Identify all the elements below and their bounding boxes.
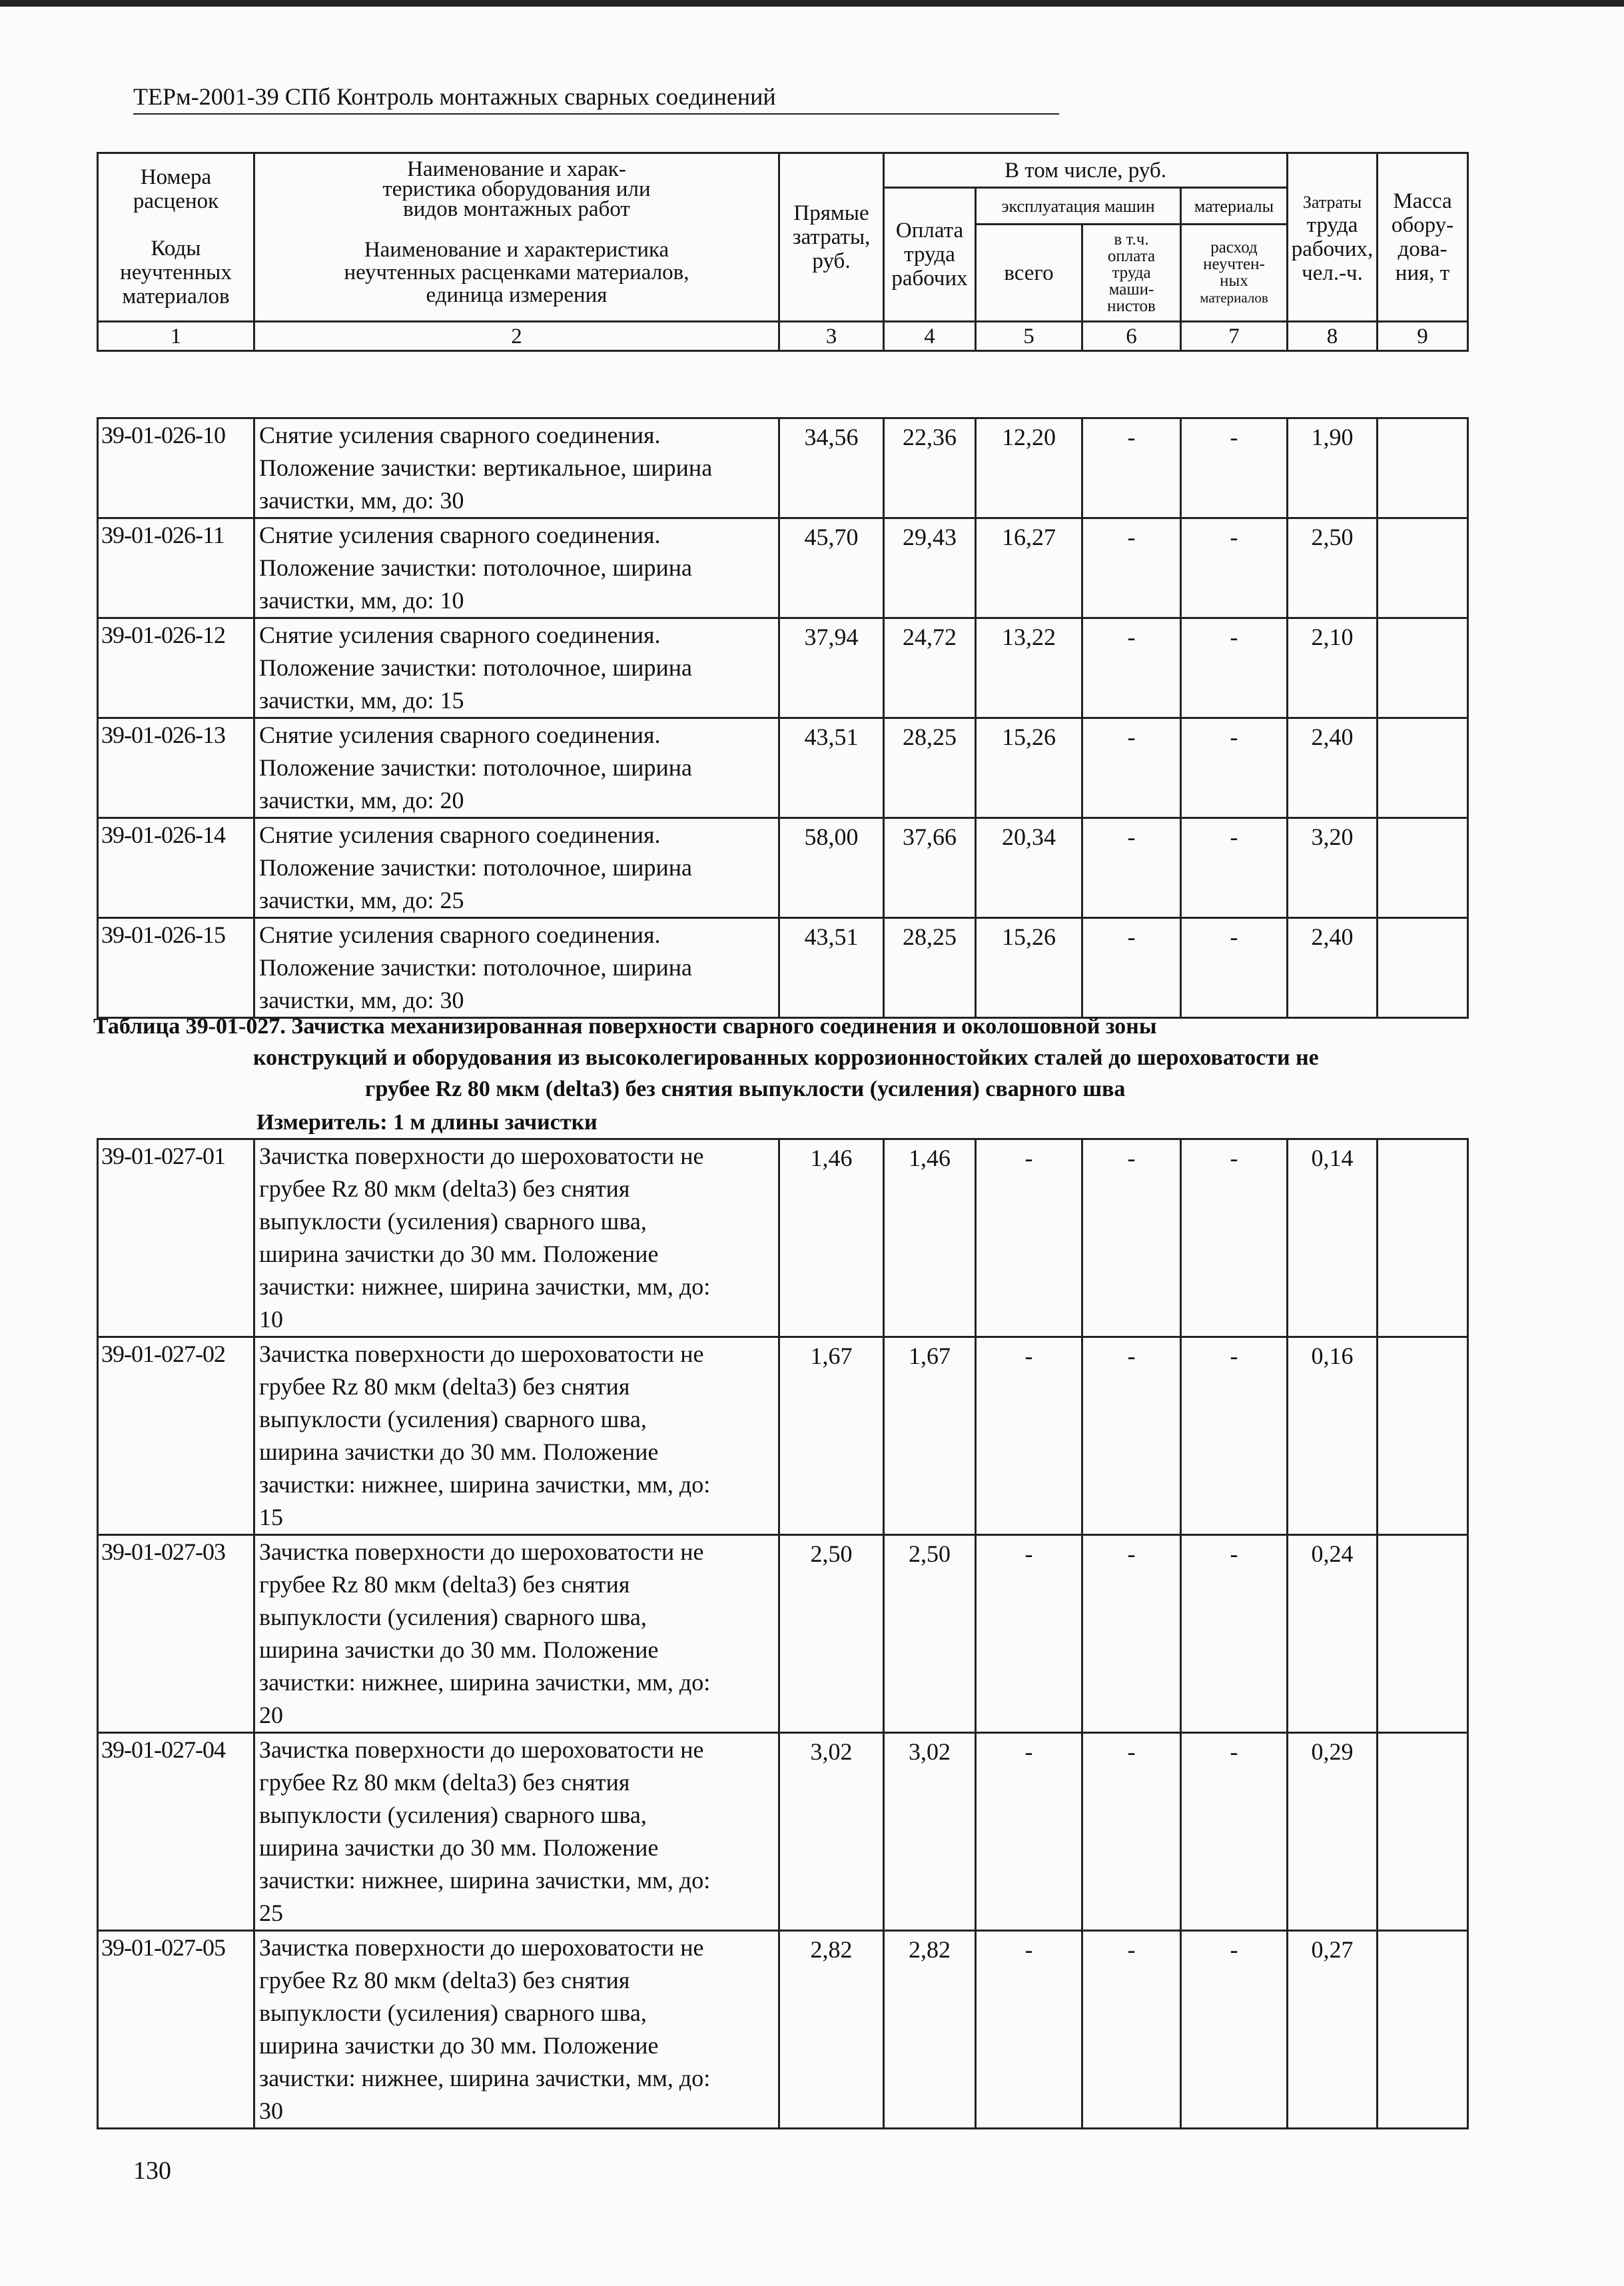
rate-code: 39-01-026-15 — [98, 918, 254, 1018]
col-number-7: 7 — [1181, 322, 1288, 351]
mass-value — [1378, 1139, 1468, 1337]
rate-description: Снятие усиления сварного соединения. Положение зачистки: вертикальное, ширина зачистки, мм, до: 30 — [254, 418, 779, 518]
mass-value — [1378, 918, 1468, 1018]
materials-value: - — [1181, 1139, 1288, 1337]
column-header-table — [97, 152, 1469, 352]
rate-code: 39-01-026-11 — [98, 518, 254, 618]
machinists-pay-value: - — [1082, 418, 1181, 518]
mass-value — [1378, 818, 1468, 918]
header-machine-operation: эксплуатация машин — [976, 188, 1181, 225]
labor-hours-value: 3,20 — [1288, 818, 1378, 918]
header-materials: материалы — [1181, 188, 1288, 225]
mass-value — [1378, 518, 1468, 618]
table-row — [98, 1931, 1468, 2129]
machinists-pay-value: - — [1082, 1337, 1181, 1535]
labor-hours-value: 2,50 — [1288, 518, 1378, 618]
page-number: 130 — [133, 2157, 171, 2185]
mass-value — [1378, 618, 1468, 718]
labor-pay-value: 29,43 — [884, 518, 976, 618]
table-row — [98, 918, 1468, 1018]
machines-total-value: - — [976, 1139, 1082, 1337]
table-027-caption-line2: конструкций и оборудования из высоколегированных коррозионностойких сталей до шероховатости не — [253, 1045, 1319, 1070]
table-row — [98, 418, 1468, 518]
machinists-pay-value: - — [1082, 618, 1181, 718]
header-materials-usage: расход неучтен- ных материалов — [1181, 225, 1288, 322]
machines-total-value: 15,26 — [976, 918, 1082, 1018]
col-number-5: 5 — [976, 322, 1082, 351]
col-number-2: 2 — [254, 322, 779, 351]
materials-value: - — [1181, 918, 1288, 1018]
rates-table-026 — [97, 417, 1469, 1019]
table-row — [98, 1535, 1468, 1733]
rate-code: 39-01-027-04 — [98, 1733, 254, 1931]
table-027-measure-unit: Измеритель: 1 м длины зачистки — [256, 1110, 598, 1135]
mass-value — [1378, 1337, 1468, 1535]
materials-value: - — [1181, 1931, 1288, 2129]
direct-costs-value: 43,51 — [779, 918, 884, 1018]
table-row — [98, 818, 1468, 918]
document-title: ТЕРм-2001-39 СПб Контроль монтажных сварных соединений — [133, 83, 776, 110]
machinists-pay-value: - — [1082, 918, 1181, 1018]
materials-value: - — [1181, 1535, 1288, 1733]
materials-value: - — [1181, 518, 1288, 618]
direct-costs-value: 34,56 — [779, 418, 884, 518]
mass-value — [1378, 1733, 1468, 1931]
labor-pay-value: 22,36 — [884, 418, 976, 518]
header-machines-total: всего — [976, 225, 1082, 322]
labor-pay-value: 1,46 — [884, 1139, 976, 1337]
labor-hours-value: 0,24 — [1288, 1535, 1378, 1733]
labor-hours-value: 2,40 — [1288, 918, 1378, 1018]
machinists-pay-value: - — [1082, 1535, 1181, 1733]
col-number-3: 3 — [779, 322, 884, 351]
labor-pay-value: 24,72 — [884, 618, 976, 718]
materials-value: - — [1181, 1733, 1288, 1931]
labor-hours-value: 1,90 — [1288, 418, 1378, 518]
rate-description: Снятие усиления сварного соединения. Положение зачистки: потолочное, ширина зачистки, мм, до: 25 — [254, 818, 779, 918]
mass-value — [1378, 718, 1468, 818]
rate-code: 39-01-026-13 — [98, 718, 254, 818]
materials-value: - — [1181, 618, 1288, 718]
header-rate-numbers: Номера расценок — [98, 153, 254, 225]
header-labor-pay: Оплата труда рабочих — [884, 188, 976, 322]
machines-total-value: 20,34 — [976, 818, 1082, 918]
machines-total-value: - — [976, 1337, 1082, 1535]
col-number-9: 9 — [1378, 322, 1468, 351]
machines-total-value: - — [976, 1931, 1082, 2129]
title-underline — [133, 113, 1059, 115]
table-row — [98, 1733, 1468, 1931]
mass-value — [1378, 418, 1468, 518]
header-unaccounted-codes: Коды неучтенных материалов — [98, 225, 254, 322]
labor-pay-value: 2,50 — [884, 1535, 976, 1733]
table-row — [98, 1337, 1468, 1535]
table-027-caption-line1: Таблица 39-01-027. Зачистка механизированная поверхности сварного соединения и околошовной зоны — [93, 1014, 1157, 1039]
labor-pay-value: 3,02 — [884, 1733, 976, 1931]
mass-value — [1378, 1535, 1468, 1733]
machinists-pay-value: - — [1082, 818, 1181, 918]
header-work-name: Наименование и харак- теристика оборудования или видов монтажных работ — [254, 153, 779, 225]
mass-value — [1378, 1931, 1468, 2129]
rate-code: 39-01-027-05 — [98, 1931, 254, 2129]
header-direct-costs: Прямые затраты, руб. — [779, 153, 884, 322]
direct-costs-value: 45,70 — [779, 518, 884, 618]
direct-costs-value: 58,00 — [779, 818, 884, 918]
direct-costs-value: 3,02 — [779, 1733, 884, 1931]
materials-value: - — [1181, 418, 1288, 518]
machinists-pay-value: - — [1082, 518, 1181, 618]
machinists-pay-value: - — [1082, 1931, 1181, 2129]
machines-total-value: 15,26 — [976, 718, 1082, 818]
direct-costs-value: 1,67 — [779, 1337, 884, 1535]
top-border — [0, 0, 1624, 7]
header-labor-hours: Затраты труда рабочих, чел.-ч. — [1288, 153, 1378, 322]
machinists-pay-value: - — [1082, 1733, 1181, 1931]
col-number-1: 1 — [98, 322, 254, 351]
labor-hours-value: 0,27 — [1288, 1931, 1378, 2129]
table-row — [98, 518, 1468, 618]
rate-code: 39-01-027-03 — [98, 1535, 254, 1733]
labor-hours-value: 0,29 — [1288, 1733, 1378, 1931]
rate-code: 39-01-027-02 — [98, 1337, 254, 1535]
machines-total-value: - — [976, 1535, 1082, 1733]
rate-description: Снятие усиления сварного соединения. Положение зачистки: потолочное, ширина зачистки, мм, до: 30 — [254, 918, 779, 1018]
machines-total-value: 12,20 — [976, 418, 1082, 518]
rate-code: 39-01-027-01 — [98, 1139, 254, 1337]
rate-code: 39-01-026-14 — [98, 818, 254, 918]
table-row — [98, 618, 1468, 718]
rate-description: Зачистка поверхности до шероховатости не грубее Rz 80 мкм (delta3) без снятия выпуклости (усиления) сварного шва, ширина зачистки до 30 мм. Положение зачистки: нижнее, ширина зачистки, мм, до: 10 — [254, 1139, 779, 1337]
direct-costs-value: 43,51 — [779, 718, 884, 818]
rate-description: Снятие усиления сварного соединения. Положение зачистки: потолочное, ширина зачистки, мм, до: 10 — [254, 518, 779, 618]
direct-costs-value: 2,82 — [779, 1931, 884, 2129]
materials-value: - — [1181, 818, 1288, 918]
rate-description: Зачистка поверхности до шероховатости не грубее Rz 80 мкм (delta3) без снятия выпуклости (усиления) сварного шва, ширина зачистки до 30 мм. Положение зачистки: нижнее, ширина зачистки, мм, до: 20 — [254, 1535, 779, 1733]
rate-description: Зачистка поверхности до шероховатости не грубее Rz 80 мкм (delta3) без снятия выпуклости (усиления) сварного шва, ширина зачистки до 30 мм. Положение зачистки: нижнее, ширина зачистки, мм, до: 25 — [254, 1733, 779, 1931]
machinists-pay-value: - — [1082, 718, 1181, 818]
col-number-4: 4 — [884, 322, 976, 351]
header-including: В том числе, руб. — [884, 153, 1288, 188]
labor-hours-value: 2,40 — [1288, 718, 1378, 818]
labor-hours-value: 2,10 — [1288, 618, 1378, 718]
direct-costs-value: 1,46 — [779, 1139, 884, 1337]
table-027-caption-line3: грубее Rz 80 мкм (delta3) без снятия выпуклости (усиления) сварного шва — [365, 1077, 1126, 1101]
col-number-6: 6 — [1082, 322, 1181, 351]
rate-code: 39-01-026-10 — [98, 418, 254, 518]
col-number-8: 8 — [1288, 322, 1378, 351]
header-unaccounted-names: Наименование и характеристика неучтенных расценками материалов, единица измерения — [254, 225, 779, 322]
table-row — [98, 1139, 1468, 1337]
rate-description: Зачистка поверхности до шероховатости не грубее Rz 80 мкм (delta3) без снятия выпуклости (усиления) сварного шва, ширина зачистки до 30 мм. Положение зачистки: нижнее, ширина зачистки, мм, до: 30 — [254, 1931, 779, 2129]
rates-table-027 — [97, 1138, 1469, 2129]
machines-total-value: 16,27 — [976, 518, 1082, 618]
machines-total-value: - — [976, 1733, 1082, 1931]
materials-value: - — [1181, 718, 1288, 818]
labor-pay-value: 28,25 — [884, 718, 976, 818]
rate-description: Зачистка поверхности до шероховатости не грубее Rz 80 мкм (delta3) без снятия выпуклости (усиления) сварного шва, ширина зачистки до 30 мм. Положение зачистки: нижнее, ширина зачистки, мм, до: 15 — [254, 1337, 779, 1535]
rate-description: Снятие усиления сварного соединения. Положение зачистки: потолочное, ширина зачистки, мм, до: 20 — [254, 718, 779, 818]
machines-total-value: 13,22 — [976, 618, 1082, 718]
direct-costs-value: 2,50 — [779, 1535, 884, 1733]
rate-code: 39-01-026-12 — [98, 618, 254, 718]
header-equipment-mass: Масса обору- дова- ния, т — [1378, 153, 1468, 322]
labor-pay-value: 1,67 — [884, 1337, 976, 1535]
table-row — [98, 718, 1468, 818]
labor-pay-value: 37,66 — [884, 818, 976, 918]
header-machinists-pay: в т.ч. оплата труда маши- нистов — [1082, 225, 1181, 322]
materials-value: - — [1181, 1337, 1288, 1535]
rate-description: Снятие усиления сварного соединения. Положение зачистки: потолочное, ширина зачистки, мм, до: 15 — [254, 618, 779, 718]
machinists-pay-value: - — [1082, 1139, 1181, 1337]
direct-costs-value: 37,94 — [779, 618, 884, 718]
labor-hours-value: 0,16 — [1288, 1337, 1378, 1535]
labor-pay-value: 28,25 — [884, 918, 976, 1018]
labor-pay-value: 2,82 — [884, 1931, 976, 2129]
labor-hours-value: 0,14 — [1288, 1139, 1378, 1337]
